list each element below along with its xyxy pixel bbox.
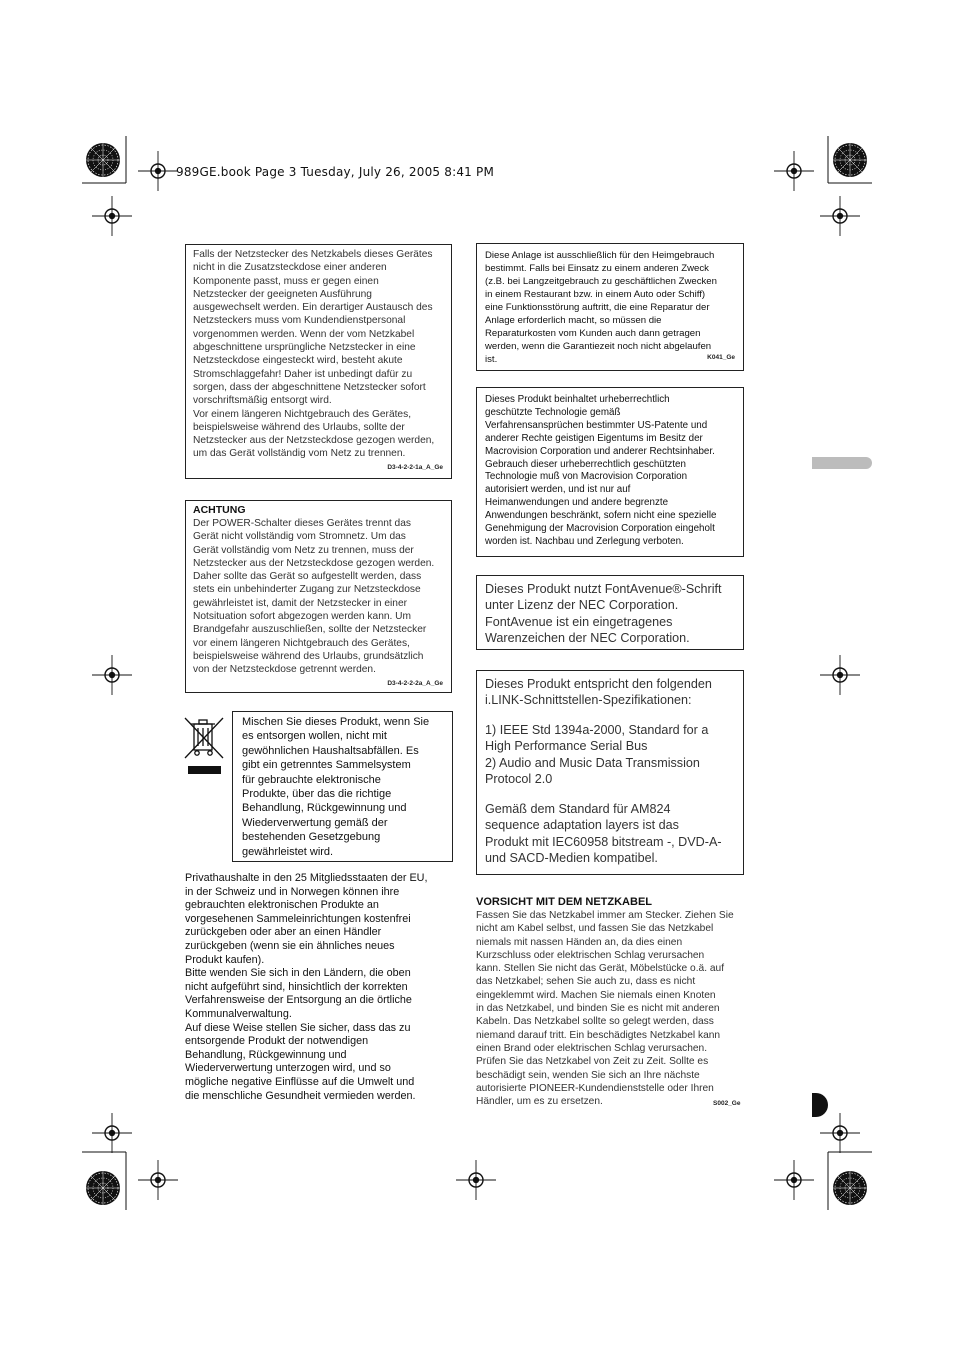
doc-code: K041_Ge (707, 354, 735, 361)
language-tab (812, 457, 872, 469)
ilink-am824: Gemäß dem Standard für AM824 sequence adaptation layers ist das Produkt mit IEC60958 bitstream -, DVD-A- und SACD-Medien kompatibel. (485, 802, 722, 866)
achtung-title: ACHTUNG (193, 504, 246, 516)
fontavenue-text: Dieses Produkt nutzt FontAvenue®-Schrift unter Lizenz der NEC Corporation. FontAvenue ist ein eingetragenes Warenzeichen der NEC Corporation. (485, 582, 722, 646)
weee-text: Mischen Sie dieses Produkt, wenn Sie es entsorgen wollen, nicht mit gewöhnlichen Haushaltsabfällen. Es gibt ein getrenntes Sammelsystem für gebrauchte elektronische Produkte, über das die richtige Behandlung, Rückgewinnung und Wiederverwertung gemäß der bestehenden Gesetzgebung gewährleistet wird. (242, 716, 430, 858)
crossed-bin-icon (183, 716, 225, 778)
macrovision-text: Dieses Produkt beinhaltet urheberrechtlich geschützte Technologie gemäß Verfahrensansprüchen bestimmter US-Patente und anderer Rechte geistigen Eigentums im Besitz der Macrovision Corporation und anderer Rechtsinhaber. Gebrauch dieser urheberrechtlich geschützten Technologie muß von Macrovision Corporation autorisiert werden, und ist nur auf Heimanwendungen und andere begrenzte Anwendungen beschränkt, sofern nicht eine spezielle Genehmigung der Macrovision Corporation eingeholt worden ist. Nachbau und Zerlegung verboten. (485, 394, 717, 547)
achtung-text: Der POWER-Schalter dieses Gerätes trennt das Gerät nicht vollständig vom Stromnetz. Um das Gerät vollständig vom Netz zu trennen, muss der Netzstecker aus der Netzsteckdose gezogen werden. Daher sollte das Gerät so aufgestellt werden, dass stets ein unbehinderter Zugang zur Netzsteckdose gewährleistet ist, damit der Netzstecker in einer Notsituation sofort abgezogen werden kann. Um Brandgefahr auszuschließen, sollte der Netzstecker vor einem längeren Nichtgebrauch des Gerätes, beispielsweise während des Urlaubs, grundsätzlich von der Netzsteckdose getrennt werden. (193, 518, 435, 676)
ilink-intro: Dieses Produkt entspricht den folgenden i.LINK-Schnittstellen-Spezifikationen: (485, 677, 712, 708)
warning-box-plug (185, 244, 452, 479)
warning-box-achtung (185, 500, 452, 693)
doc-code: D3-4-2-2-1a_A_Ge (387, 464, 443, 471)
doc-code: S002_Ge (713, 1100, 741, 1107)
ilink-box (476, 670, 744, 875)
doc-code: D3-4-2-2-2a_A_Ge (387, 680, 443, 687)
ilink-specs: 1) IEEE Std 1394a-2000, Standard for a High Performance Serial Bus 2) Audio and Music Data Transmission Protocol 2.0 (485, 723, 709, 787)
home-use-box (476, 243, 744, 371)
section-title: VORSICHT MIT DEM NETZKABEL (476, 896, 652, 908)
weee-body-text: Privathaushalte in den 25 Mitgliedsstaaten der EU, in der Schweiz und in Norwegen können ihre gebrauchten elektronischen Produkte an vorgesehenen Sammeleinrichtungen kostenfrei zurückgeben oder aber an einen Händler zurückgeben (wenn sie ein ähnliches neues Produkt kaufen). Bitte wenden Sie sich in den Ländern, die oben nicht aufgeführt sind, hinsichtlich der korrekten Verfahrensweise der Entsorgung an die örtliche Kommunalverwaltung. Auf diese Weise stellen Sie sicher, dass das zu entsorgende Produkt der notwendigen Behandlung, Rückgewinnung und Wiederverwertung unterzogen wird, und so mögliche negative Einflüsse auf die Umwelt und die menschliche Gesundheit vermieden werden. (185, 872, 428, 1102)
section-text: Fassen Sie das Netzkabel immer am Stecker. Ziehen Sie nicht am Kabel selbst, und fassen Sie das Netzkabel niemals mit nassen Händen an, da dies einen Kurzschluss oder elektrischen Schlag verursachen kann. Stellen Sie nicht das Gerät, Möbelstücke o.ä. auf das Netzkabel; sehen Sie auch zu, dass es nicht eingeklemmt wird. Machen Sie niemals einen Knoten in das Netzkabel, und binden Sie es nicht mit anderen Kabeln. Das Netzkabel sollte so gelegt werden, dass niemand darauf tritt. Ein beschädigtes Netzkabel kann einen Brand oder elektrischen Schlag verursachen. Prüfen Sie das Netzkabel von Zeit zu Zeit. Sollte es beschädigt sein, wenden Sie sich an Ihre nächste autorisierte PIONEER-Kundendienststelle oder Ihren Händler, um es zu ersetzen. (476, 910, 734, 1108)
weee-box (232, 711, 453, 862)
fontavenue-box (476, 575, 744, 650)
page-header: 989GE.book Page 3 Tuesday, July 26, 2005 8:41 PM (176, 165, 495, 179)
home-use-text: Diese Anlage ist ausschließlich für den Heimgebrauch bestimmt. Falls bei Einsatz zu einem anderen Zweck (z.B. bei Langzeitgebrauch zu geschäftlichen Zwecken in einem Restaurant bzw. in einem Auto oder Schiff) eine Funktionsstörung auftritt, die eine Reparatur der Anlage erforderlich macht, so müssen die Reparaturkosten vom Kunden auch dann getragen werden, wenn die Garantiezeit noch nicht abgelaufen ist. (485, 250, 717, 365)
warning-plug-text: Falls der Netzstecker des Netzkabels dieses Gerätes nicht in die Zusatzsteckdose einer anderen Komponente passt, muss er gegen einen Netzstecker der geeigneten Ausführung ausgewechselt werden. Ein derartiger Austausch des Netzsteckers muss vom Kundendienstpersonal vorgenommen werden. Wenn der vom Netzkabel abgeschnittene ursprüngliche Netzstecker in eine Netzsteckdose eingesteckt wird, besteht akute Stromschlaggefahr! Daher ist unbedingt dafür zu sorgen, dass der abgeschnittene Netzstecker sofort vorschriftsmäßig entsorgt wird. Vor einem längeren Nichtgebrauch des Gerätes, beispielsweise während des Urlaubs, sollte der Netzstecker aus der Netzsteckdose gezogen werden, um das Gerät vollständig vom Netz zu trennen. (193, 249, 435, 460)
macrovision-box (476, 387, 744, 557)
